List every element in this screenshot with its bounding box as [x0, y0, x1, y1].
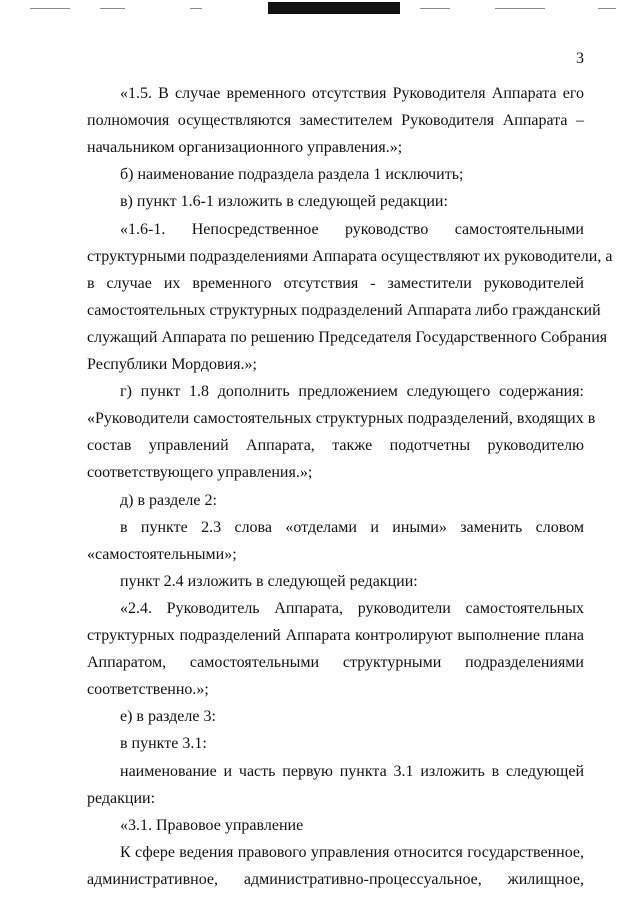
- text-line: д) в разделе 2:: [120, 491, 217, 509]
- text-line: в случае их временного отсутствия - заместители руководителей: [87, 274, 584, 292]
- scan-bar: [268, 2, 400, 14]
- page-number: 3: [576, 50, 584, 67]
- text-line: г) пункт 1.8 дополнить предложением следующего содержания:: [120, 383, 584, 401]
- text-line: начальником организационного управления.»;: [87, 139, 403, 157]
- text-line: полномочия осуществляются заместителем Руководителя Аппарата –: [87, 112, 584, 130]
- text-line: Республики Мордовия.»;: [87, 356, 257, 373]
- text-line: К сфере ведения правового управления относится государственное,: [120, 843, 584, 861]
- text-line: «1.6-1. Непосредственное руководство самостоятельными: [120, 220, 584, 238]
- text-line: редакции:: [87, 789, 156, 807]
- text-line: в) пункт 1.6-1 изложить в следующей редакции:: [120, 193, 448, 211]
- scan-mark: [30, 8, 70, 9]
- text-line: Аппаратом, самостоятельными структурными подразделениями: [87, 654, 584, 672]
- text-line: наименование и часть первую пункта 3.1 изложить в следующей: [120, 762, 584, 780]
- text-line: самостоятельных структурных подразделений Аппарата либо гражданский: [87, 301, 601, 319]
- text-line: соответствующего управления.»;: [87, 464, 313, 482]
- text-line: административное, административно-процессуальное, жилищное,: [87, 870, 584, 888]
- scan-mark: [420, 8, 450, 9]
- scan-mark: [100, 8, 125, 9]
- text-line: в пункте 3.1:: [120, 735, 207, 753]
- text-line: «2.4. Руководитель Аппарата, руководители самостоятельных: [120, 599, 584, 617]
- text-line: соответственно.»;: [87, 681, 209, 699]
- text-line: «самостоятельными»;: [87, 545, 237, 563]
- text-line: е) в разделе 3:: [120, 708, 216, 726]
- text-line: служащий Аппарата по решению Председателя Государственного Собрания: [87, 328, 608, 346]
- text-line: «1.5. В случае временного отсутствия Руководителя Аппарата его: [120, 85, 584, 102]
- text-line: «Руководители самостоятельных структурных подразделений, входящих в: [87, 410, 596, 428]
- scan-artifacts: [0, 0, 640, 16]
- scan-mark: [190, 8, 202, 9]
- text-line: б) наименование подраздела раздела 1 исключить;: [120, 166, 464, 184]
- text-line: структурных подразделений Аппарата контролируют выполнение плана: [87, 627, 584, 644]
- text-line: в пункте 2.3 слова «отделами и иными» заменить словом: [120, 518, 584, 536]
- text-line: пункт 2.4 изложить в следующей редакции:: [120, 572, 418, 590]
- scan-mark: [495, 8, 545, 9]
- text-line: структурными подразделениями Аппарата осуществляют их руководители, а: [87, 247, 613, 265]
- text-line: «3.1. Правовое управление: [120, 816, 304, 834]
- text-line: состав управлений Аппарата, также подотчетны руководителю: [87, 437, 584, 455]
- scan-mark: [598, 8, 616, 9]
